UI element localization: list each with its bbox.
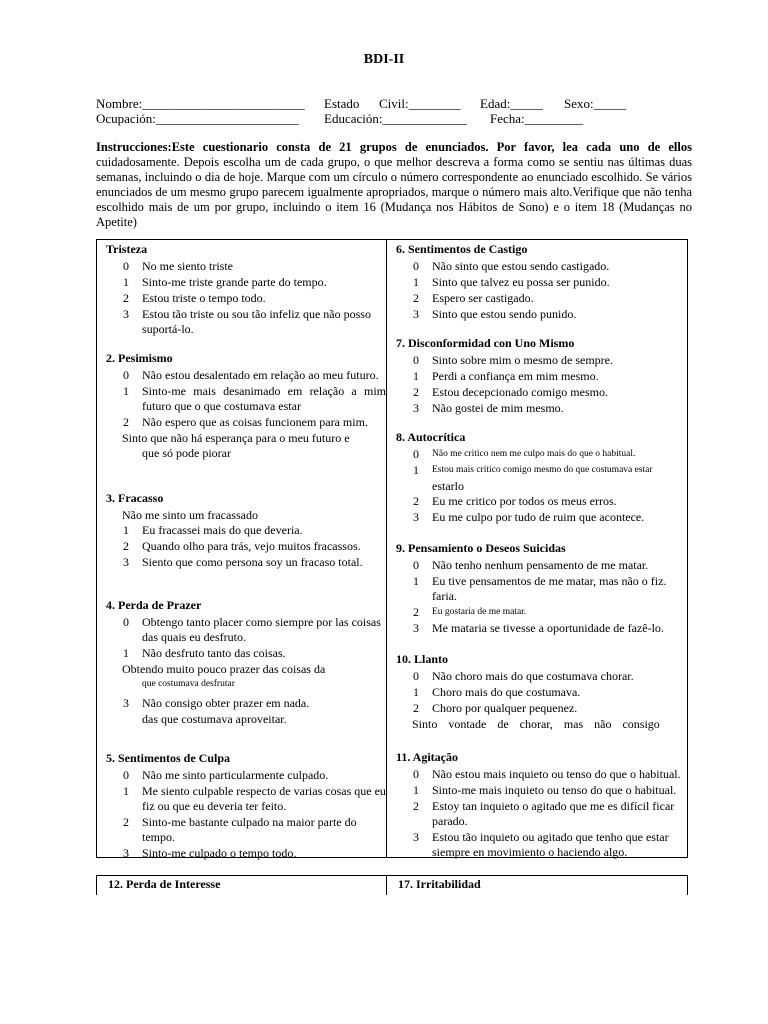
option-item[interactable] [396,685,688,700]
left-column [106,240,386,862]
section-title: 3. Fracasso [106,491,164,505]
section-title: Tristeza [106,242,148,256]
option-item[interactable] [106,696,386,711]
option-number: 1 [123,523,129,537]
option-item[interactable] [396,799,688,829]
instructions-bold: Instrucciones:Este cuestionario consta de 21 grupos de enunciados. Por favor, lea cada uno de ellos [96,140,692,154]
section-title: 8. Autocrítica [396,430,466,444]
right-column [396,240,688,861]
option-number: 1 [123,646,129,660]
option-number: 2 [123,291,129,305]
option-item[interactable] [106,615,386,645]
option-number: 0 [413,353,419,367]
option-item[interactable] [106,815,386,845]
option-item[interactable] [396,830,688,860]
option-text: Não desfruto tanto das coisas. [142,646,286,660]
option-item[interactable] [396,353,688,368]
option-number: 1 [413,463,419,477]
option-number: 2 [413,385,419,399]
option-number: 1 [413,275,419,289]
option-number: 3 [123,846,129,860]
section-pesimismo [106,351,386,461]
section-llanto [396,652,688,732]
option-text: Eu me culpo por tudo de ruim que acontece. [432,510,645,524]
option-text: Siento que como persona soy un fracaso total. [142,555,363,569]
section-autocritica [396,430,688,525]
option-item[interactable] [396,701,688,716]
option-text: Não choro mais do que costumava chorar. [432,669,634,683]
section-pensamiento-suicidas [396,541,688,636]
option-free-text[interactable]: Sinto que não há esperança para o meu futuro e [122,431,350,445]
option-number: 2 [123,539,129,553]
section-disconformidad [396,336,688,416]
section-fracasso [106,491,386,570]
page-title: BDI-II [363,52,405,67]
option-text: Estou tão inquieto ou agitado que tenho que estar siempre en movimiento o haciendo algo. [432,830,669,859]
option-number: 1 [123,784,129,798]
option-number: 1 [413,783,419,797]
option-number: 3 [413,307,419,321]
option-item[interactable] [396,307,688,322]
option-text: Sinto-me triste grande parte do tempo. [142,275,327,289]
option-number: 0 [413,447,419,461]
option-text: Sinto-me culpado o tempo todo. [142,846,297,860]
option-number: 0 [413,669,419,683]
instructions-rest: cuidadosamente. Depois escolha um de cada grupo, o que melhor descreva a forma como se sentiu nas últimas duas semanas, incluindo o dia de hoje. Marque com um círculo o número correspondente ao enunciado escolhido. Se vários enunciados de um mesmo grupo parecem igualmente apropriados, marque o número mais alto.Verifique que não tenha escolhido mais de um por grupo, incluindo o item 16 (Mudança nos Hábitos de Sono) e o item 18 (Mudanças no Apetite) [96,155,692,229]
option-text: Choro mais do que costumava. [432,685,581,699]
section-title: 5. Sentimentos de Culpa [106,751,231,765]
option-text: Sinto que estou sendo punido. [432,307,577,321]
option-item[interactable] [106,275,386,290]
option-item[interactable] [396,385,688,400]
option-number: 0 [413,558,419,572]
option-item[interactable] [396,574,688,604]
next-section-divider [386,875,387,895]
option-free-text-cont: das que costumava aproveitar. [142,712,287,726]
option-text: Estoy tan inquieto o agitado que me es difícil ficar parado. [432,799,675,828]
section-title-perda-de-interesse: 12. Perda de Interesse [108,877,221,891]
estado-civil-field[interactable]: Civil:________ [379,96,461,111]
section-perda-de-prazer [106,598,386,727]
option-number: 1 [123,275,129,289]
nombre-field[interactable]: Nombre:_________________________ [96,96,305,111]
option-number: 1 [413,685,419,699]
option-number: 2 [413,291,419,305]
option-text: Não me sinto particularmente culpado. [142,768,329,782]
option-text: Sinto-me mais desanimado em relação a mim futuro que o que costumava estar [142,384,386,413]
option-number: 2 [413,701,419,715]
section-agitacao [396,750,688,860]
ocupacion-field[interactable]: Ocupación:______________________ [96,111,299,126]
section-title: 10. Llanto [396,652,449,666]
option-text: No me siento triste [142,259,233,273]
option-text: Estou decepcionado comigo mesmo. [432,385,608,399]
option-item[interactable] [106,768,386,783]
option-item[interactable] [106,646,386,661]
section-sentimentos-de-castigo [396,242,688,322]
option-number: 3 [413,401,419,415]
option-free-text[interactable]: Não me sinto um fracassado [122,508,258,522]
option-item[interactable] [106,539,386,554]
option-number: 2 [413,605,419,619]
option-item[interactable] [396,447,688,462]
option-item[interactable] [396,494,688,509]
option-text: Não estou mais inquieto ou tenso do que o habitual. [432,767,681,781]
option-item[interactable] [396,259,688,274]
option-text: Estou triste o tempo todo. [142,291,266,305]
option-text: Sinto-me mais inquieto ou tenso do que o habitual. [432,783,677,797]
edad-field[interactable]: Edad:_____ [480,96,543,111]
option-text: Eu tive pensamentos de me matar, mas não o fiz. faria. [432,574,667,603]
option-free-text-cont: que só pode piorar [142,446,231,460]
option-text: Eu fracassei mais do que deveria. [142,523,303,537]
section-sentimentos-de-culpa [106,751,386,861]
option-item[interactable] [396,369,688,384]
option-text: Eu me critico por todos os meus erros. [432,494,617,508]
fecha-field[interactable]: Fecha:_________ [490,111,584,126]
option-item[interactable] [396,767,688,782]
option-item[interactable] [396,510,688,525]
option-item[interactable] [396,401,688,416]
option-item[interactable] [396,558,688,573]
option-number: 0 [123,615,129,629]
section-title: 6. Sentimentos de Castigo [396,242,528,256]
option-text: Eu gostaria de me matar. [432,607,527,617]
option-item[interactable] [396,621,688,636]
option-text: Não espero que as coisas funcionem para mim. [142,415,368,429]
option-number: 2 [413,799,419,813]
option-text: Estou tão triste ou sou tão infeliz que não posso suportá-lo. [142,307,371,336]
option-item[interactable] [106,555,386,570]
section-title: 7. Disconformidad con Uno Mismo [396,336,575,350]
option-text: Estou mais crítico comigo mesmo do que costumava estar [432,465,653,475]
option-text: Não sinto que estou sendo castigado. [432,259,610,273]
option-text: Perdi a confiança em mim mesmo. [432,369,599,383]
option-item[interactable] [106,415,386,430]
option-item[interactable] [106,384,386,414]
option-number: 3 [413,621,419,635]
option-number: 1 [413,369,419,383]
option-text: Não estou desalentado em relação ao meu futuro. [142,368,379,382]
section-tristeza [106,242,386,337]
option-number: 2 [123,415,129,429]
option-item[interactable] [106,368,386,383]
section-title: 4. Perda de Prazer [106,598,202,612]
option-text: Não gostei de mim mesmo. [432,401,564,415]
option-number: 3 [413,510,419,524]
option-item[interactable] [396,463,688,478]
option-number: 0 [123,259,129,273]
option-text: Me siento culpable respecto de varias cosas que eu fiz ou que eu deveria ter feito. [142,784,386,813]
option-item[interactable] [106,307,386,337]
option-number: 1 [123,384,129,398]
option-free-text[interactable]: Sinto vontade de chorar, mas não consigo [412,717,660,731]
option-number: 1 [413,574,419,588]
option-number: 2 [123,815,129,829]
option-number: 3 [123,307,129,321]
option-text: Não tenho nenhum pensamento de me matar. [432,558,649,572]
option-number: 3 [413,830,419,844]
section-title: 9. Pensamiento o Deseos Suicidas [396,541,566,555]
option-item[interactable] [396,669,688,684]
option-number: 2 [413,494,419,508]
option-text: Sinto que talvez eu possa ser punido. [432,275,610,289]
section-title: 2. Pesimismo [106,351,173,365]
option-text: Espero ser castigado. [432,291,534,305]
option-number: 0 [413,259,419,273]
option-item[interactable] [396,275,688,290]
option-text: Choro por qualquer pequenez. [432,701,578,715]
option-text: Me mataria se tivesse a oportunidade de fazê-lo. [432,621,664,635]
option-item[interactable] [106,846,386,861]
option-item[interactable] [106,291,386,306]
option-item[interactable] [106,259,386,274]
option-number: 0 [413,767,419,781]
option-item[interactable] [106,523,386,538]
option-text: Sinto-me bastante culpado na maior parte do tempo. [142,815,357,844]
option-text: Quando olho para trás, vejo muitos fracassos. [142,539,361,553]
section-title: 11. Agitação [396,750,458,764]
option-free-text[interactable]: Obtendo muito pouco prazer das coisas da [122,662,326,676]
option-text: Obtengo tanto placer como siempre por las coisas das quais eu desfruto. [142,615,381,644]
sexo-field[interactable]: Sexo:_____ [564,96,627,111]
educacion-field[interactable]: Educación:_____________ [324,111,467,126]
option-number: 0 [123,768,129,782]
option-text: Não consigo obter prazer em nada. [142,696,310,710]
option-text: Não me critico nem me culpo mais do que o habitual. [432,449,636,459]
option-item[interactable] [106,784,386,814]
column-divider [386,239,387,858]
estado-label: Estado [324,96,360,111]
option-item[interactable] [396,605,688,620]
option-number: 3 [123,555,129,569]
instructions-paragraph [96,140,692,230]
section-title-irritabilidad: 17. Irritabilidad [398,877,481,891]
option-number: 0 [123,368,129,382]
option-free-text-cont: estarlo [432,479,464,493]
option-item[interactable] [396,291,688,306]
option-number: 3 [123,696,129,710]
option-item[interactable] [396,783,688,798]
option-text: Sinto sobre mim o mesmo de sempre. [432,353,613,367]
option-free-text-cont: que costumava desfrutar [142,679,235,689]
